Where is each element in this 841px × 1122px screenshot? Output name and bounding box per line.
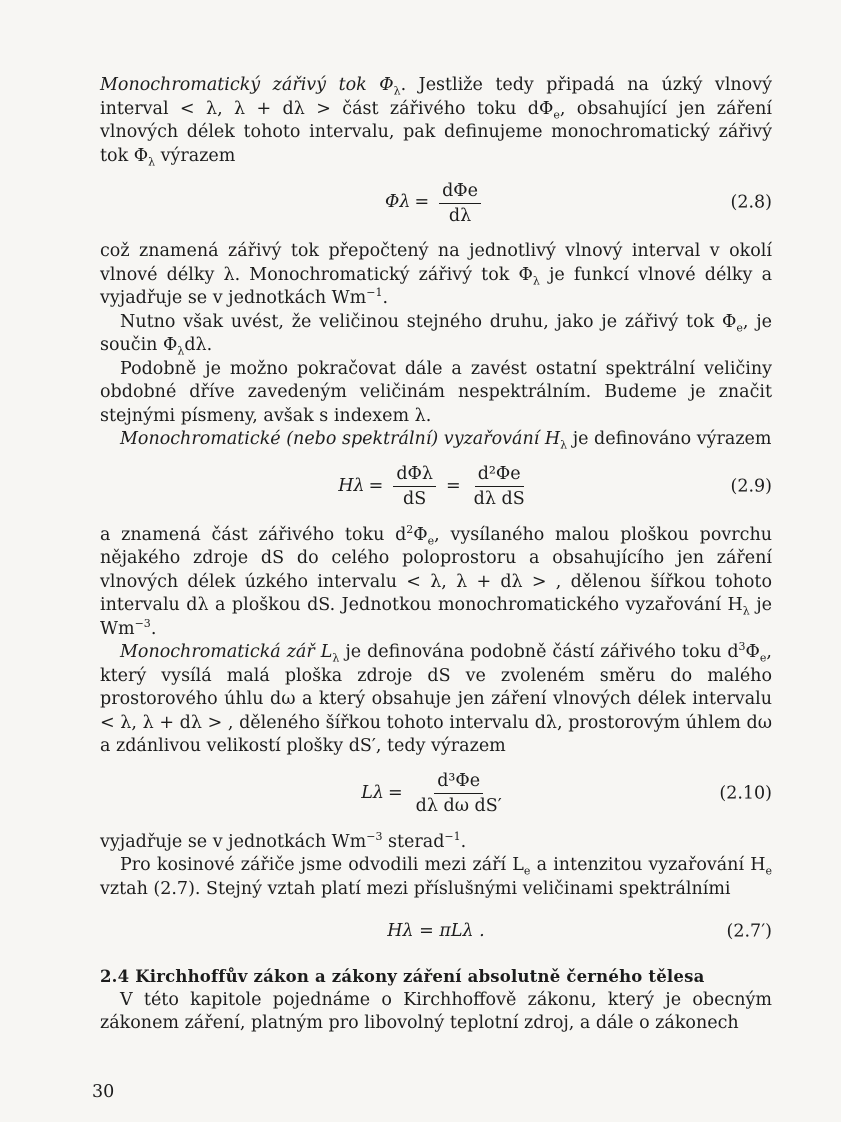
paragraph-same-kind xyxy=(100,311,772,358)
text-run: je funkcí vlnové délky a vyjadřuje se v jednotkách Wm xyxy=(100,264,772,308)
superscript: 2 xyxy=(406,522,414,536)
subscript: e xyxy=(736,321,743,334)
eq-fraction xyxy=(471,464,528,509)
paragraph-monochromatic-flux xyxy=(100,74,772,168)
term-title: Monochromatická zář L xyxy=(120,642,333,662)
eq-numerator: d²Φe xyxy=(475,464,524,487)
equation-body xyxy=(100,763,772,825)
equation-label: (2.10) xyxy=(719,782,772,803)
equation-2-10 xyxy=(100,763,772,825)
subscript: λ xyxy=(560,438,568,452)
text-run: , je součin Φ xyxy=(100,311,772,355)
text-run: což znamená zářivý tok přepočtený na jednotlivý vlnový interval v okolí vlnové délky λ. Monochromatický zářivý tok Φ xyxy=(100,241,772,285)
text-run: Pro kosinové zářiče jsme odvodili mezi září L xyxy=(120,855,524,875)
text-run: . xyxy=(460,831,467,852)
equation-label: (2.7′) xyxy=(726,921,772,942)
text-run: a intenzitou vyzařování H xyxy=(530,855,766,875)
text-run: je definováno výrazem xyxy=(567,429,772,449)
term-title: Monochromatické (nebo spektrální) vyzařování H xyxy=(120,429,561,449)
text-run: je definována podobně částí zářivého toku d xyxy=(339,642,739,662)
text-run: sterad xyxy=(382,831,445,852)
eq-equals: = xyxy=(445,475,461,496)
paragraph-cosine-radiators xyxy=(100,854,772,901)
text-run: , vysílaného malou ploškou povrchu nějakého zdroje dS do celého poloprostoru a obsahujícího jen záření vlnových délek úzkého intervalu < λ, λ + dλ > , dělenou šířkou tohoto intervalu dλ a ploškou dS. Jednotkou monochromatického vyzařování H xyxy=(100,524,772,615)
subscript: e xyxy=(523,864,531,878)
eq-fraction xyxy=(439,181,481,226)
superscript: −1 xyxy=(366,286,383,300)
text-run: . xyxy=(382,288,389,308)
superscript: −3 xyxy=(366,829,383,843)
eq-lhs: Φλ xyxy=(384,192,411,213)
eq-lhs: Hλ xyxy=(338,475,365,496)
equation-body xyxy=(100,456,772,518)
text-run: výrazem xyxy=(155,145,236,166)
paragraph-radiance-units xyxy=(100,831,772,855)
eq-denominator: dS xyxy=(403,489,427,509)
superscript: −1 xyxy=(444,829,461,843)
text-run: Nutno však uvést, že veličinou stejného druhu, jako je zářivý tok Φ xyxy=(120,311,737,332)
subscript: e xyxy=(553,108,560,121)
superscript: −3 xyxy=(134,616,151,630)
eq-fraction xyxy=(393,464,436,509)
term-title: Monochromatický zářivý tok xyxy=(100,75,367,95)
page-number: 30 xyxy=(92,1082,115,1102)
text-run: . xyxy=(150,618,157,639)
eq-denominator: dλ xyxy=(448,205,472,226)
equation-2-9 xyxy=(100,456,772,518)
paragraph-spectral-exitance xyxy=(100,428,772,452)
eq-lhs: Lλ xyxy=(361,782,384,803)
eq-expression: Hλ = πLλ . xyxy=(387,921,485,942)
text-run: je Wm xyxy=(100,595,772,639)
eq-numerator: dΦλ xyxy=(393,464,436,487)
equation-label: (2.8) xyxy=(730,192,772,213)
eq-denominator: dλ dS xyxy=(473,489,525,509)
text-run: V této kapitole pojednáme o Kirchhoffově zákonu, který je obecným zákonem záření, platným pro libovolný teplotní zdroj, a dále o zákonech xyxy=(100,989,772,1033)
subscript: λ xyxy=(148,155,156,168)
equation-body xyxy=(100,909,772,955)
subscript: λ xyxy=(532,274,540,287)
subscript: e xyxy=(427,534,435,547)
text-run: dλ. xyxy=(184,335,213,355)
subscript: e xyxy=(759,651,767,665)
eq-equals: = xyxy=(368,475,384,496)
section-heading: 2.4 Kirchhoffův zákon a zákony záření absolutně černého tělesa xyxy=(100,967,705,986)
text-run: Φ xyxy=(413,524,428,545)
eq-equals: = xyxy=(414,192,430,213)
paragraph-spectral-quantities xyxy=(100,358,772,429)
symbol: Φ xyxy=(379,75,394,95)
subscript: λ xyxy=(393,84,401,98)
equation-2-7-prime xyxy=(100,909,772,955)
subscript: λ xyxy=(332,651,340,665)
text-run: vyjadřuje se v jednotkách Wm xyxy=(100,831,367,852)
text-run: vztah (2.7). Stejný vztah platí mezi příslušnými veličinami spektrálními xyxy=(100,878,731,899)
superscript: 3 xyxy=(738,640,746,654)
text-run: , obsahující jen záření vlnových délek tohoto intervalu, pak definujeme monochromatický zářivý tok Φ xyxy=(100,98,772,166)
body-text xyxy=(100,74,772,1036)
paragraph-spectral-radiance xyxy=(100,641,772,759)
subscript: λ xyxy=(742,604,750,618)
eq-fraction xyxy=(413,771,505,816)
paragraph-flux-explained xyxy=(100,240,772,311)
eq-numerator: dΦe xyxy=(439,181,481,204)
paragraph-exitance-explained xyxy=(100,524,772,642)
text-run: Φ xyxy=(745,642,760,662)
paragraph-chapter-intro xyxy=(100,989,772,1036)
subscript: e xyxy=(765,864,772,878)
text-run: , který vysílá malá ploška zdroje dS ve zvoleném směru do malého prostorového úhlu dω a který obsahuje jen záření vlnových délek intervalu < λ, λ + dλ > , děleného šířkou tohoto intervalu dλ, prostorovým úhlem dω a zdánlivou velikostí plošky dS′, tedy výrazem xyxy=(100,642,772,756)
subscript: λ xyxy=(177,344,185,358)
text-run: . Jestliže tedy připadá na úzký vlnový interval < λ, λ + dλ > část zářivého toku dΦ xyxy=(100,75,772,119)
equation-2-8 xyxy=(100,172,772,234)
eq-equals: = xyxy=(387,782,403,803)
equation-body xyxy=(100,172,772,234)
eq-numerator: d³Φe xyxy=(434,771,483,794)
text-run: Podobně je možno pokračovat dále a zavést ostatní spektrální veličiny obdobné dříve zavedeným veličinám nespektrálním. Budeme je značit stejnými písmeny, avšak s indexem λ. xyxy=(100,358,772,426)
equation-label: (2.9) xyxy=(730,475,772,496)
text-run: a znamená část zářivého toku d xyxy=(100,524,407,545)
eq-denominator: dλ dω dS′ xyxy=(415,796,502,816)
